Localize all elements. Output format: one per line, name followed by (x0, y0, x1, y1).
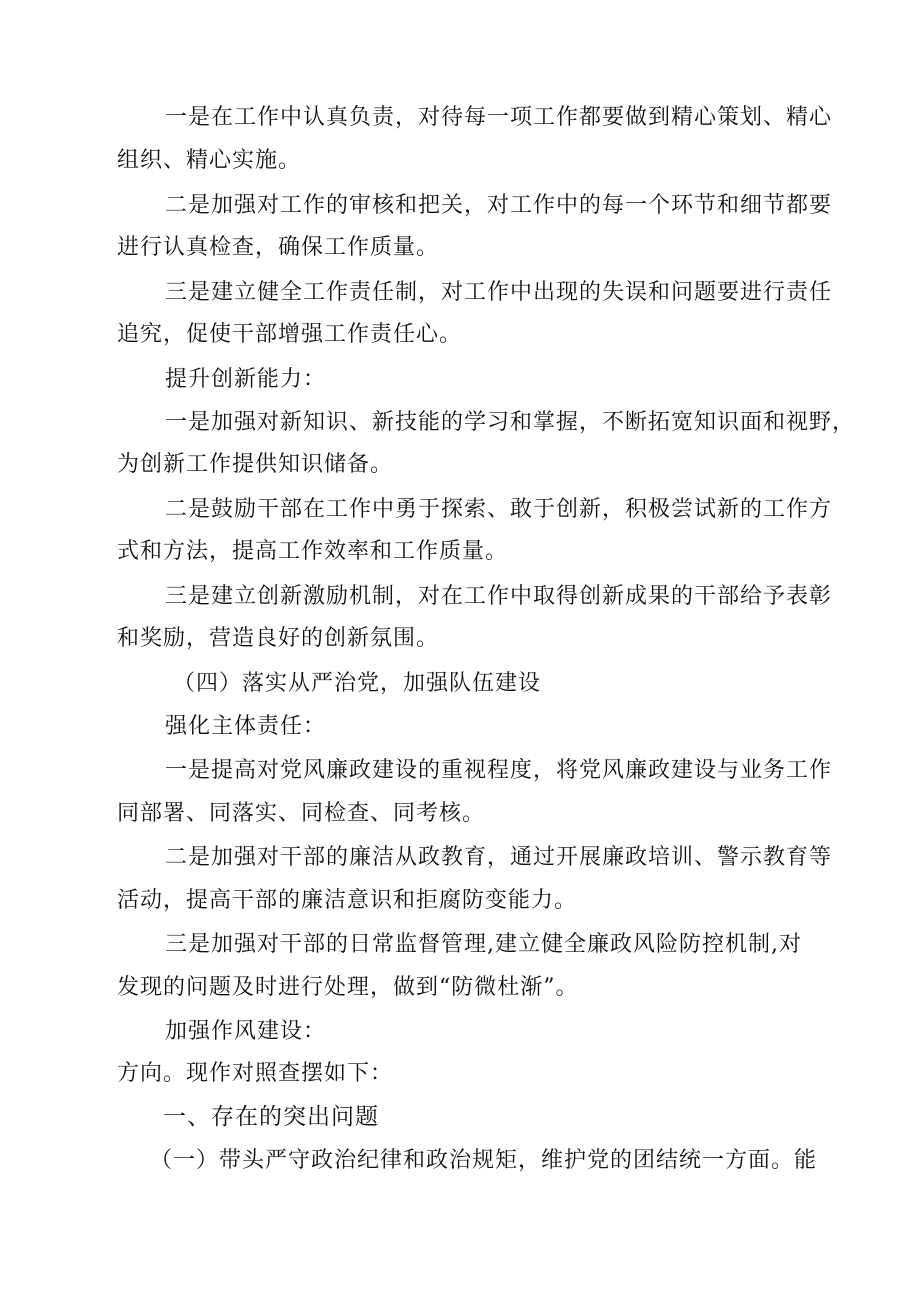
paragraph-line: 三是加强对干部的日常监督管理,建立健全廉政风险防控机制,对 (165, 932, 802, 957)
paragraph-line: 进行认真检查，确保工作质量。 (117, 235, 440, 260)
paragraph-line: 式和方法，提高工作效率和工作质量。 (117, 539, 509, 564)
paragraph-line: 二是鼓励干部在工作中勇于探索、敢于创新，积极尝试新的工作方 (165, 497, 833, 522)
section-subheading: （四）落实从严治党，加强队伍建设 (173, 671, 542, 696)
paragraph-line: 一是在工作中认真负责，对待每一项工作都要做到精心策划、精心 (165, 105, 833, 130)
paragraph-line: （一）带头严守政治纪律和政治规矩，维护党的团结统一方面。能 (150, 1148, 818, 1173)
paragraph-line: 三是建立创新激励机制，对在工作中取得创新成果的干部给予表彰 (165, 584, 833, 609)
paragraph-line: 二是加强对干部的廉洁从政教育，通过开展廉政培训、警示教育等 (165, 845, 833, 870)
section-title: 一、存在的突出问题 (163, 1104, 379, 1130)
paragraph-line: 发现的问题及时进行处理，做到“防微杜渐”。 (117, 975, 579, 1000)
paragraph-line: 一是提高对党风廉政建设的重视程度，将党风廉政建设与业务工作 (165, 758, 833, 783)
paragraph-line: 方向。现作对照查摆如下： (117, 1061, 394, 1086)
paragraph-line: 同部署、同落实、同检查、同考核。 (117, 801, 486, 826)
paragraph-line: 和奖励，营造良好的创新氛围。 (117, 626, 440, 651)
subsection-label: 加强作风建设： (165, 1019, 327, 1044)
paragraph-line: 二是加强对工作的审核和把关，对工作中的每一个环节和细节都要 (165, 193, 833, 218)
paragraph-line: 追究，促使干部增强工作责任心。 (117, 322, 463, 347)
paragraph-line: 活动，提高干部的廉洁意识和拒腐防变能力。 (117, 888, 578, 913)
paragraph-line: 一是加强对新知识、新技能的学习和掌握，不断拓宽知识面和视野， (165, 410, 856, 435)
subsection-label: 强化主体责任： (165, 714, 327, 739)
paragraph-line: 为创新工作提供知识储备。 (117, 452, 394, 477)
paragraph-line: 组织、精心实施。 (117, 148, 302, 173)
paragraph-line: 三是建立健全工作责任制，对工作中出现的失误和问题要进行责任 (165, 280, 833, 305)
subsection-label: 提升创新能力： (165, 367, 327, 392)
